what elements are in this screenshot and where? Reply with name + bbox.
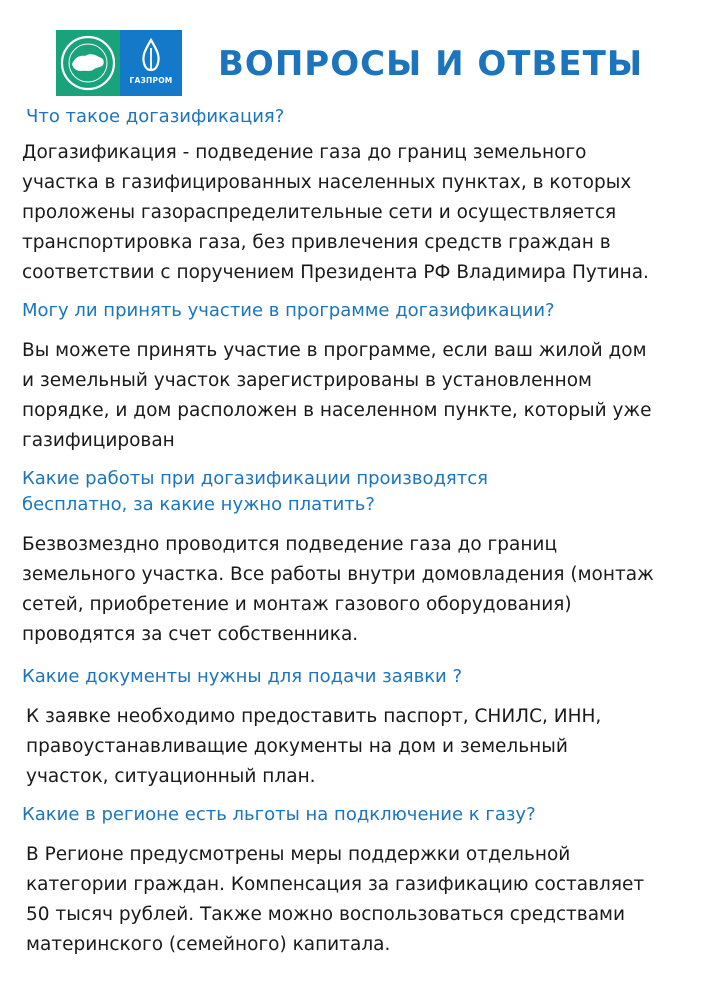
question-text: Могу ли принять участие в программе догазификации? <box>22 300 555 321</box>
question-text: Что такое догазификация? <box>26 106 285 127</box>
answer-text: К заявке необходимо предоставить паспорт, СНИЛС, ИНН, правоустанавливащие документы на дом и земельный участок, ситуационный план. <box>26 706 602 787</box>
answer-text: Догазификация - подведение газа до границ земельного участка в газифицированных населенных пунктах, в которых проложены газораспределительные сети и осуществляется транспортировка газа, без привлечения средств граждан в соответствии с поручением Президента РФ Владимира Путина. <box>22 142 649 283</box>
gazprom-flame-icon <box>120 30 182 96</box>
header <box>56 30 656 96</box>
answer-text: В Регионе предусмотрены меры поддержки отдельной категории граждан. Компенсация за газификацию составляет 50 тысяч рублей. Также можно воспользоваться средствами материнского (семейного) капитала. <box>26 844 645 955</box>
qa-block <box>22 664 692 792</box>
russia-map-emblem-icon <box>56 30 120 96</box>
qa-block <box>22 298 692 456</box>
page-title: ВОПРОСЫ И ОТВЕТЫ <box>218 44 644 84</box>
qa-block <box>22 466 692 650</box>
answer-text: Безвозмездно проводится подведение газа до границ земельного участка. Все работы внутри домовладения (монтаж сетей, приобретение и монтаж газового оборудования) проводятся за счет собственника. <box>22 534 654 645</box>
qa-block <box>22 104 692 288</box>
question-text: Какие документы нужны для подачи заявки ? <box>22 666 463 687</box>
question-text: Какие работы при догазификации производятся бесплатно, за какие нужно платить? <box>22 468 488 515</box>
gazprom-logo <box>120 30 182 96</box>
answer-text: Вы можете принять участие в программе, если ваш жилой дом и земельный участок зарегистрированы в установленном порядке, и дом расположен в населенном пункте, который уже газифицирован <box>22 340 652 451</box>
qa-block <box>22 802 692 960</box>
gazprom-logo-text: ГАЗПРОМ <box>129 76 173 85</box>
question-text: Какие в регионе есть льготы на подключение к газу? <box>22 804 536 825</box>
